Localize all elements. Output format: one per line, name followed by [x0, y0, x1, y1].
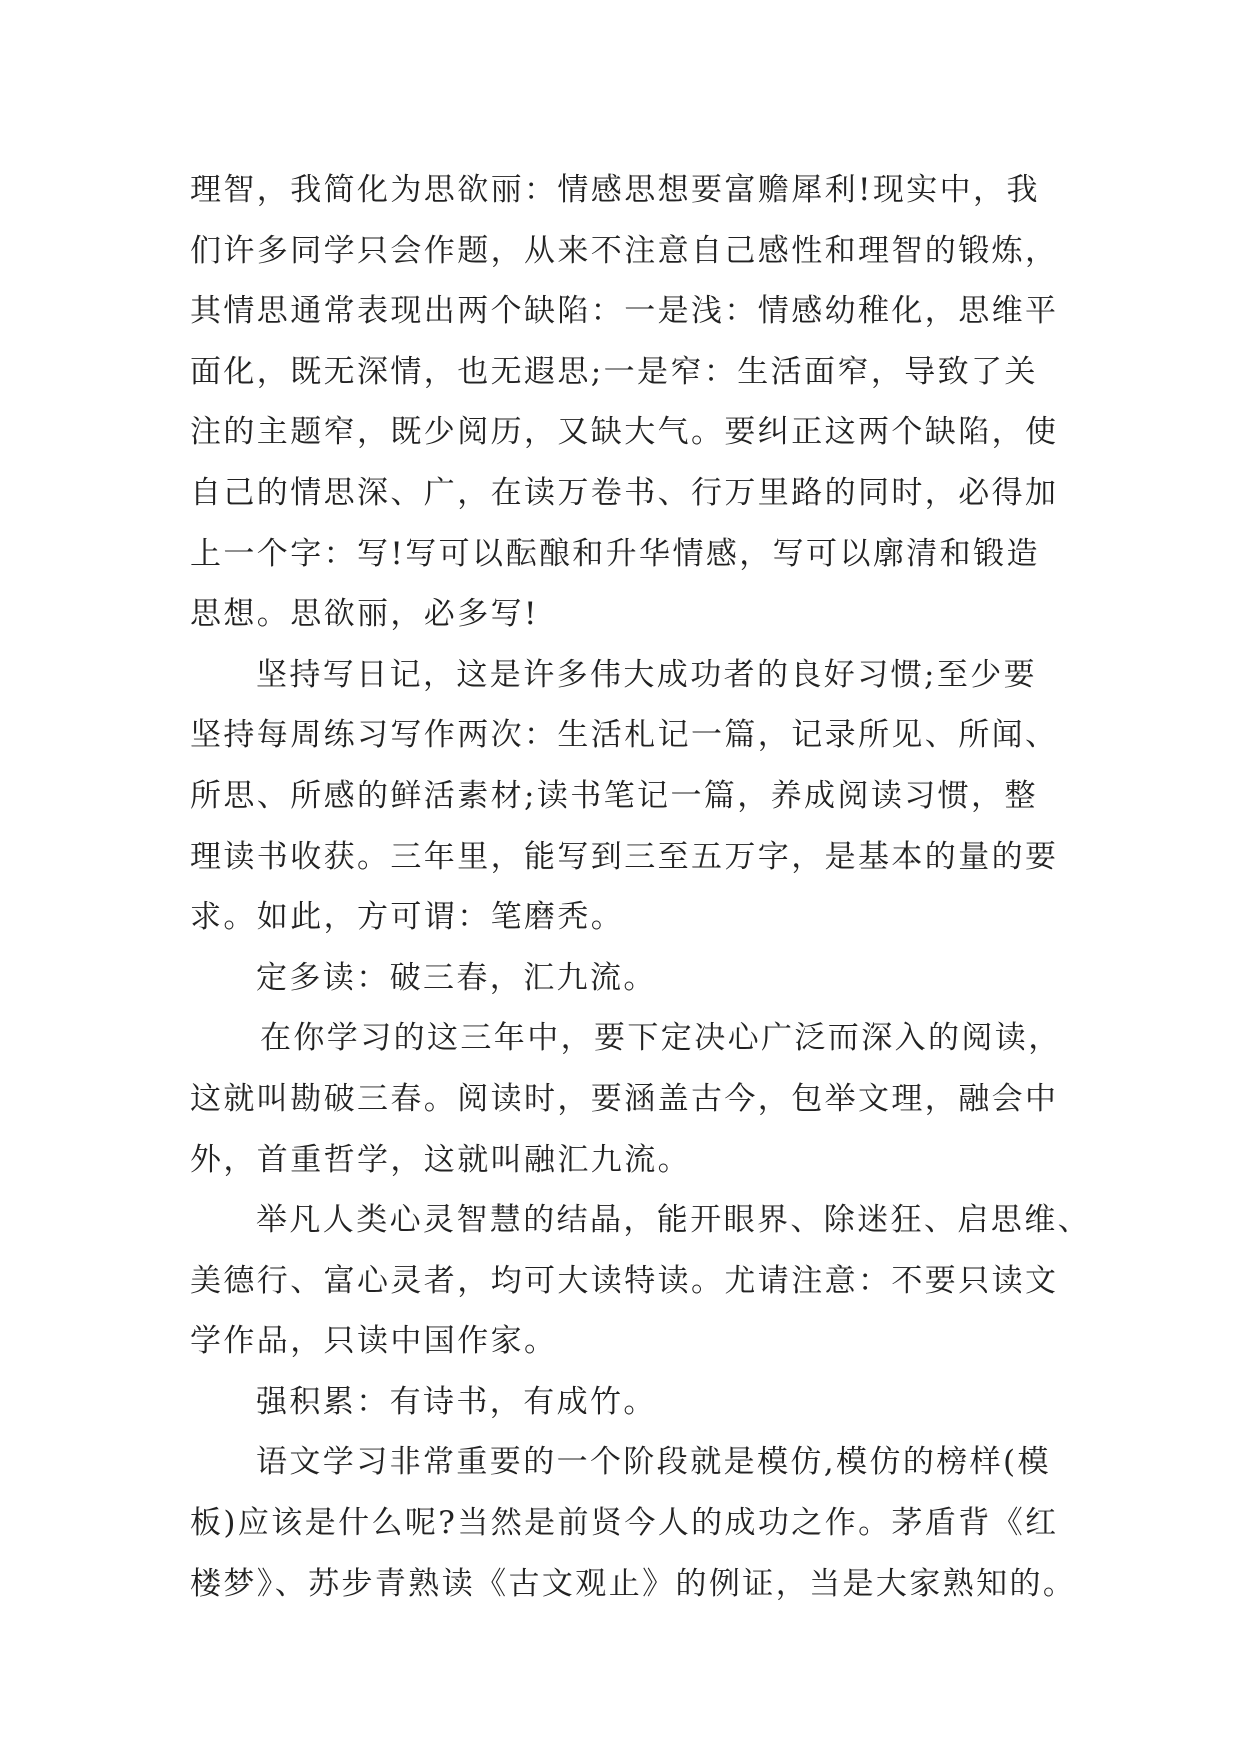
paragraph-start-line: 坚持写日记，这是许多伟大成功者的良好习惯;至少要 [256, 656, 1038, 693]
text-line: 面化，既无深情，也无遐思;一是窄：生活面窄，导致了关 [190, 353, 1038, 390]
paragraph-start-line: 举凡人类心灵智慧的结晶，能开眼界、除迷狂、启思维、 [256, 1202, 1091, 1239]
text-line: 理智，我简化为思欲丽：情感思想要富赡犀利!现实中，我 [190, 172, 1040, 208]
text-line: 美德行、富心灵者，均可大读特读。尤请注意：不要只读文 [190, 1262, 1059, 1299]
text-line: 上一个字：写!写可以酝酿和升华情感，写可以廓清和锻造 [190, 535, 1040, 572]
text-line: 所思、所感的鲜活素材;读书笔记一篇，养成阅读习惯，整 [190, 777, 1038, 814]
text-line: 注的主题窄，既少阅历，又缺大气。要纠正这两个缺陷，使 [190, 414, 1059, 451]
text-line: 自己的情思深、广，在读万卷书、行万里路的同时，必得加 [190, 474, 1059, 511]
text-line: 楼梦》、苏步青熟读《古文观止》的例证，当是大家熟知的。 [190, 1565, 1077, 1602]
text-line: 这就叫勘破三春。阅读时，要涵盖古今，包举文理，融会中 [190, 1080, 1059, 1117]
text-line: 坚持每周练习写作两次：生活札记一篇，记录所见、所闻、 [190, 717, 1059, 754]
text-line: 外，首重哲学，这就叫融汇九流。 [190, 1141, 691, 1178]
text-line: 思想。思欲丽，必多写! [190, 596, 539, 633]
text-line: 理读书收获。三年里，能写到三至五万字，是基本的量的要 [190, 838, 1059, 875]
text-line: 求。如此，方可谓：笔磨秃。 [190, 899, 625, 936]
body-text [190, 160, 1091, 1614]
text-line: 学作品，只读中国作家。 [190, 1323, 558, 1360]
section-heading: 定多读：破三春，汇九流。 [256, 959, 657, 996]
section-heading: 强积累：有诗书，有成竹。 [256, 1383, 657, 1420]
text-line: 们许多同学只会作题，从来不注意自己感性和理智的锻炼， [190, 232, 1059, 269]
paragraph-start-line: 语文学习非常重要的一个阶段就是模仿,模仿的榜样(模 [256, 1444, 1051, 1481]
paragraph-start-line: 在你学习的这三年中，要下定决心广泛而深入的阅读， [260, 1020, 1062, 1057]
text-line: 其情思通常表现出两个缺陷：一是浅：情感幼稚化，思维平 [190, 293, 1059, 330]
text-line: 板)应该是什么呢?当然是前贤今人的成功之作。茅盾背《红 [190, 1505, 1059, 1542]
